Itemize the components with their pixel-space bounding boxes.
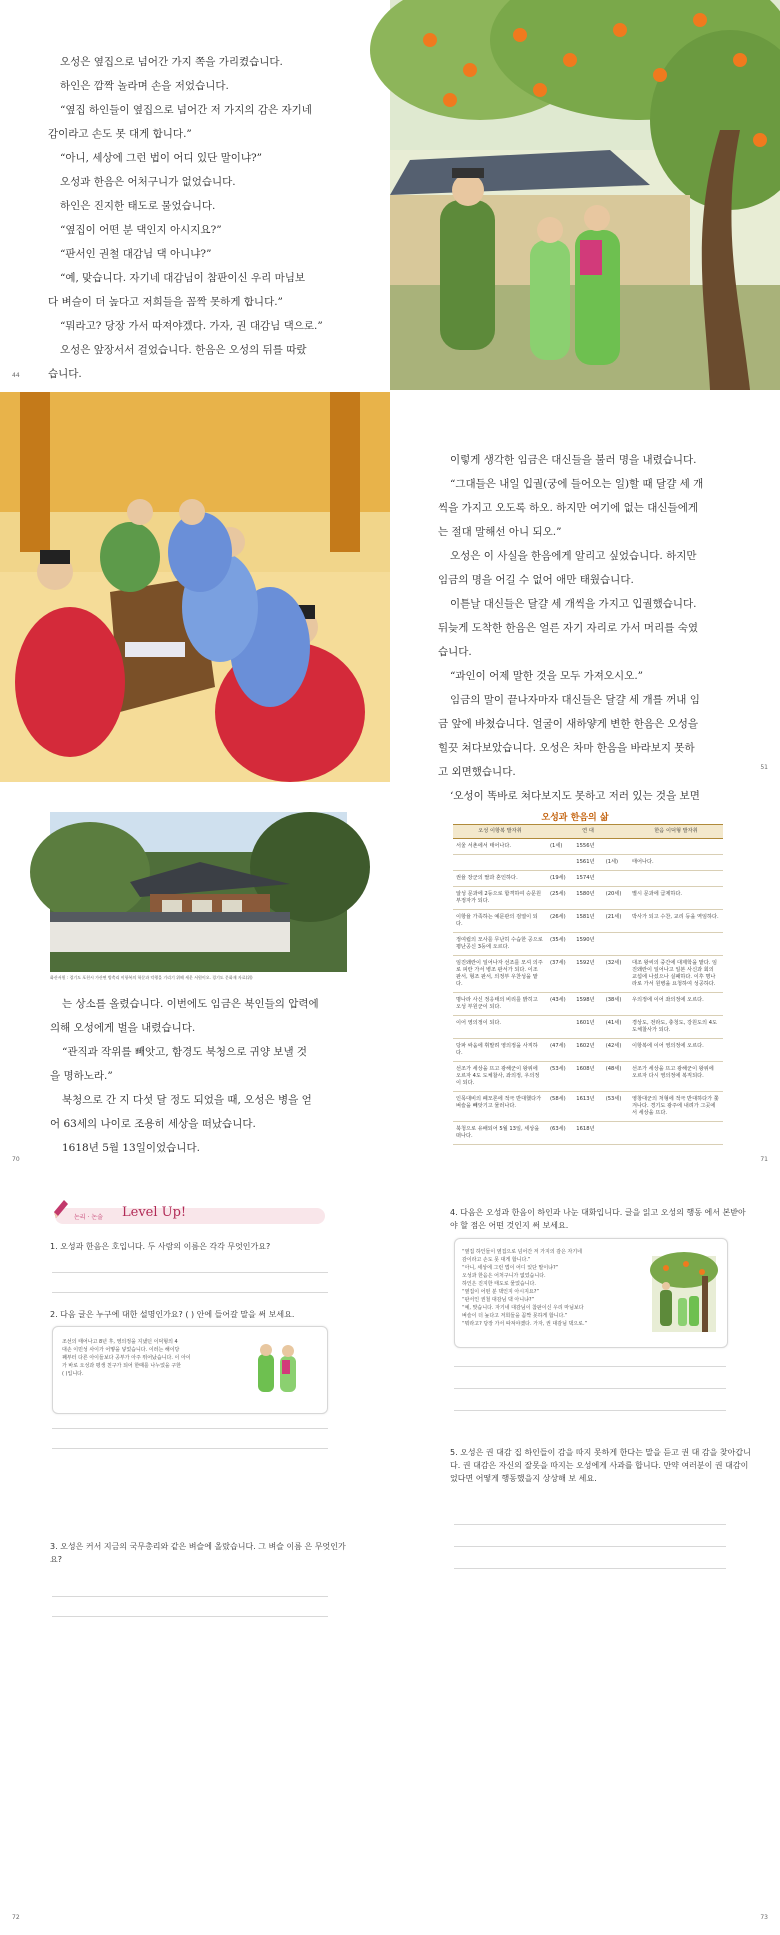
persimmon-tree-illustration [390,0,780,390]
photo-caption: 화산서원 : 경기도 포천시 가산면 방축리 이항복의 학문과 덕행을 기리기 위해 세운 서원이오. 경기도 문화재 자료(위) [50,975,253,980]
paragraph: 는 상소를 올렸습니다. 이번에도 임금은 북인들의 압력에 의해 오성에게 벌을 내렸습니다. [50,998,319,1034]
year: 1602년 [573,1039,602,1062]
haneum-event: 별시 문과에 급제하다. [629,887,723,910]
answer-line [454,1410,726,1411]
hwasan-seowon-photo [50,812,347,972]
oseong-event: 인목대비의 폐모론에 적극 반대했다가 벼슬을 빼앗기고 물러나다. [453,1092,547,1122]
haneum-event [629,1122,723,1145]
oseong-age: (1세) [547,839,573,855]
page-71 [390,784,780,1174]
question-3: 3. 오성은 커서 지금의 국무총리와 같은 벼슬에 올랐습니다. 그 벼슬 이름 은 무엇인가요? [50,1542,346,1564]
oseong-age: (35세) [547,933,573,956]
haneum-event: 이항복에 이어 영의정에 오르다. [629,1039,723,1062]
oseong-age: (37세) [547,956,573,993]
paragraph: ‘오성이 똑바로 쳐다보지도 못하고 저러 있는 것을 보면 [450,790,700,802]
oseong-age: (25세) [547,887,573,910]
banner-title: Level Up! [122,1205,187,1220]
paragraph: “아니, 세상에 그런 법이 어디 있단 말이냐?” [60,152,263,164]
year: 1592년 [573,956,602,993]
oseong-age: (43세) [547,993,573,1016]
oseong-event: 선조가 세상을 뜨고 광해군이 왕위에 오르자 4도 도체찰사, 좌의정, 우의정이 되다. [453,1062,547,1092]
page-number: 51 [760,764,768,771]
haneum-event [629,839,723,855]
haneum-age: (38세) [603,993,629,1016]
timeline-row [453,993,723,1016]
oseong-age: (53세) [547,1062,573,1092]
year: 1561년 [573,855,602,871]
col-header-year: 연 대 [547,825,629,839]
timeline-title: 오성과 한음의 삶 [541,813,609,823]
paragraph: 오성은 이 사실을 한음에게 알리고 싶었습니다. 하지만 임금의 명을 어길 수 없어 애만 태웠습니다. [438,550,697,586]
timeline-row [453,1039,723,1062]
paragraph: “그대들은 내일 입궐(궁에 들어오는 일)할 때 달걀 세 개 씩을 가지고 오도록 하오. 하지만 여기에 없는 대신들에게 는 절대 말해선 아니 되오.” [438,478,704,538]
paragraph: 이렇게 생각한 임금은 대신들을 불러 명을 내렸습니다. [450,454,697,466]
year: 1613년 [573,1092,602,1122]
answer-line [454,1568,726,1569]
haneum-age: (32세) [603,956,629,993]
year: 1574년 [573,871,602,887]
banner-subtitle: 논리 · 논술 [74,1214,103,1221]
paragraph: 임금의 말이 끝나자마자 대신들은 달걀 세 개를 꺼내 임 금 앞에 바쳤습니다. 얼굴이 새하얗게 변한 한음은 오성을 힐끗 쳐다보았습니다. 오성은 차마 한음을 바라보지 못하 고 외면했습니다. [438,694,700,778]
life-timeline-table [453,824,723,1145]
year: 1601년 [573,1016,602,1039]
page-number: 70 [12,1156,20,1163]
question-1: 1. 오성과 한음은 호입니다. 두 사람의 이름은 각각 무엇인가요? [50,1242,271,1251]
paragraph: 1618년 5월 13일이었습니다. [62,1142,200,1154]
timeline-row [453,855,723,871]
timeline-row [453,871,723,887]
answer-line [52,1448,328,1449]
answer-line [52,1272,328,1273]
haneum-event [629,933,723,956]
passage-text: 조선의 태어나고 8년 후, 영의정을 지냈던 이덕형의 4 대손 이민성 사이가 어떻을 넣었습니다. 이러는 해이당 째부터 다른 아이들보다 공부가 아주 뛰어났습니다. 이 아이 가 바로 오성과 평생 친구가 되어 한때를 나누었을 구한 ( )입니다. [62,1339,191,1377]
paragraph: 이튿날 대신들은 달걀 세 개씩을 가지고 입궐했습니다. 뒤늦게 도착한 한음은 얼른 자기 자리로 가서 머리를 숙였 습니다. [438,598,698,658]
oseong-age: (63세) [547,1122,573,1145]
oseong-age: (26세) [547,910,573,933]
royal-court-illustration [0,392,390,782]
haneum-event [629,871,723,887]
haneum-event: 대조 왕씨의 중간에 대제학을 맡다. 임진왜란이 일어나고 일본 사신과 회의 교섭에 나섰으나 실패하다. 이후 명나라로 가서 원병을 요청하여 성공하다. [629,956,723,993]
answer-line [454,1524,726,1525]
timeline-row [453,1062,723,1092]
timeline-row [453,1092,723,1122]
year: 1590년 [573,933,602,956]
paragraph: 오성과 한음은 어처구니가 없었습니다. [60,176,236,188]
year: 1580년 [573,887,602,910]
oseong-age: (19세) [547,871,573,887]
page-51 [390,392,780,802]
answer-line [454,1366,726,1367]
paragraph: 하인은 진지한 태도로 물었습니다. [60,200,216,212]
haneum-age: (53세) [603,1092,629,1122]
paragraph: 하인은 깜짝 놀라며 손을 저었습니다. [60,80,229,92]
story-text [50,992,355,1160]
timeline-row [453,887,723,910]
answer-line [454,1388,726,1389]
haneum-age: (20세) [603,887,629,910]
oseong-event: 정여립의 모사를 무난히 수습한 공으로 평난공신 3등에 오르다. [453,933,547,956]
timeline-row [453,956,723,993]
haneum-age: (48세) [603,1062,629,1092]
oseong-age [547,855,573,871]
timeline-row [453,1016,723,1039]
oseong-event: 권율 장군의 딸과 혼인하다. [453,871,547,887]
haneum-age: (41세) [603,1016,629,1039]
timeline-row [453,839,723,855]
timeline-row [453,933,723,956]
paragraph: “과인이 어제 말한 것을 모두 가져오시오.” [450,670,644,682]
haneum-event: 경상도, 전라도, 충청도, 강원도의 4도 도체찰사가 되다. [629,1016,723,1039]
year: 1618년 [573,1122,602,1145]
haneum-event: 우의정에 이어 좌의정에 오르다. [629,993,723,1016]
haneum-age [603,839,629,855]
year: 1598년 [573,993,602,1016]
oseong-event: 임진왜란이 일어나자 선조를 모셔 의주로 피란 가서 병조 판서가 되다. 이조 판서, 형조 판서, 의정부 우찬성을 맡다. [453,956,547,993]
paragraph: “관직과 작위를 빼앗고, 함경도 북청으로 귀양 보낼 것 을 명하노라.” [50,1046,308,1082]
spread-4 [0,1176,780,1935]
question-2: 2. 다음 글은 누구에 대한 설명인가요? ( ) 안에 들어갈 말을 써 보세요. [50,1310,295,1319]
paragraph: “예, 맞습니다. 자기네 대감님이 참판이신 우리 마님보 다 벼슬이 더 높다고 저희들을 꼼짝 못하게 합니다.” [48,272,306,308]
oseong-event [453,855,547,871]
paragraph: “옆집 하인들이 옆집으로 넘어간 저 가지의 감은 자기네 감이라고 손도 못 대게 합니다.” [48,104,312,140]
haneum-event: 선조가 세상을 뜨고 광해군이 왕위에 오르자 다시 영의정에 복직되다. [629,1062,723,1092]
timeline-row [453,910,723,933]
spread-3 [0,784,780,1174]
paragraph: 북청으로 간 지 다섯 달 정도 되었을 때, 오성은 병을 얻 어 63세의 나이로 조용히 세상을 떠났습니다. [50,1094,312,1130]
page-70 [0,784,390,1174]
page-72 [0,1176,390,1935]
haneum-age: (42세) [603,1039,629,1062]
boys-illustration [250,1336,310,1396]
haneum-age [603,1122,629,1145]
year: 1556년 [573,839,602,855]
paragraph: “판서인 권철 대감님 댁 아니냐?” [60,248,212,260]
oseong-age [547,1016,573,1039]
oseong-event: 명나라 사신 정응태의 비리를 밝히고 오성 부원군이 되다. [453,993,547,1016]
page-number: 44 [12,372,20,379]
question-4: 4. 다음은 오성과 한음이 하인과 나눈 대화입니다. 글을 읽고 오성의 행동 에서 본받아야 할 점은 어떤 것인지 써 보세요. [450,1208,746,1230]
year: 1608년 [573,1062,602,1092]
page-73 [390,1176,780,1935]
oseong-age: (47세) [547,1039,573,1062]
haneum-event: 박사가 되고 수찬, 교리 등을 역임하다. [629,910,723,933]
haneum-age [603,933,629,956]
scene-thumbnail [652,1256,716,1332]
page-number: 72 [12,1914,20,1921]
haneum-age: (21세) [603,910,629,933]
page-number: 73 [760,1914,768,1921]
answer-line [454,1546,726,1547]
answer-line [52,1292,328,1293]
page-number: 71 [760,1156,768,1163]
oseong-event: 이항율 가족하는 예문관의 검열이 되다. [453,910,547,933]
spread-1 [0,0,780,390]
oseong-event: 당파 싸움에 휘말려 영의정을 사직하다. [453,1039,547,1062]
question-5: 5. 오성은 권 대감 집 하인들이 감을 따지 못하게 한다는 말을 듣고 권 대 감을 찾아갑니다. 권 대감은 자신의 잘못을 따지는 오성에게 사과를 합니다. 만약 여러분이 권 대감이었다면 어떻게 행동했을지 상상해 보 세요. [450,1448,751,1483]
oseong-event: 서울 서촌에서 태어나다. [453,839,547,855]
col-header-oseong: 오성 이항복 발자취 [453,825,547,839]
spread-2 [0,392,780,802]
oseong-age: (58세) [547,1092,573,1122]
passage-text: “옆집 하인들이 옆집으로 넘어간 저 가지의 감은 자기네 감이라고 손도 못 대게 합니다.” “아니, 세상에 그런 법이 어디 있단 말이냐?” 오성과 한음은 어처구니가 없었습니다. 하인은 진지한 태도로 물었습니다. “옆집이 어떤 분 댁인지 아시지요?” “판서인 권철 대감님 댁 아니냐?” “예, 맞습니다. 자기네 대감님이 참판이신 우리 마님보다 벼슬이 더 높다고 저희들을 꼼짝 못하게 합니다.” “뭐라고? 당장 가서 따져야겠다. 가자, 권 대감님 댁으로.” [462,1249,588,1327]
answer-line [52,1596,328,1597]
page-44 [0,0,390,390]
haneum-event: 태어나다. [629,855,723,871]
timeline-row [453,1122,723,1145]
haneum-age: (1세) [603,855,629,871]
oseong-event: 북청으로 유배되어 5월 13일, 세상을 떠나다. [453,1122,547,1145]
haneum-age [603,871,629,887]
year: 1581년 [573,910,602,933]
paragraph: 오성은 옆집으로 넘어간 가지 쪽을 가리켰습니다. [60,56,283,68]
paragraph: 오성은 앞장서서 걸었습니다. 한음은 오성의 뒤를 따랐 습니다. [48,344,307,380]
oseong-event: 알성 문과에 2등으로 합격하여 승문원 부정자가 되다. [453,887,547,910]
haneum-event: 영창대군의 처형에 적극 반대하다가 쫓겨나다. 경기도 광주에 내려가 그곳에서 세상을 뜨다. [629,1092,723,1122]
col-header-haneum: 한음 이덕형 발자취 [629,825,723,839]
paragraph: “뭐라고? 당장 가서 따져야겠다. 가자, 권 대감님 댁으로.” [60,320,323,332]
answer-line [52,1428,328,1429]
answer-line [52,1616,328,1617]
pencil-icon [52,1198,70,1220]
story-text [48,50,348,410]
oseong-event: 이어 영의정이 되다. [453,1016,547,1039]
story-text [438,448,738,808]
paragraph: “옆집이 어떤 분 댁인지 아시지요?” [60,224,222,236]
